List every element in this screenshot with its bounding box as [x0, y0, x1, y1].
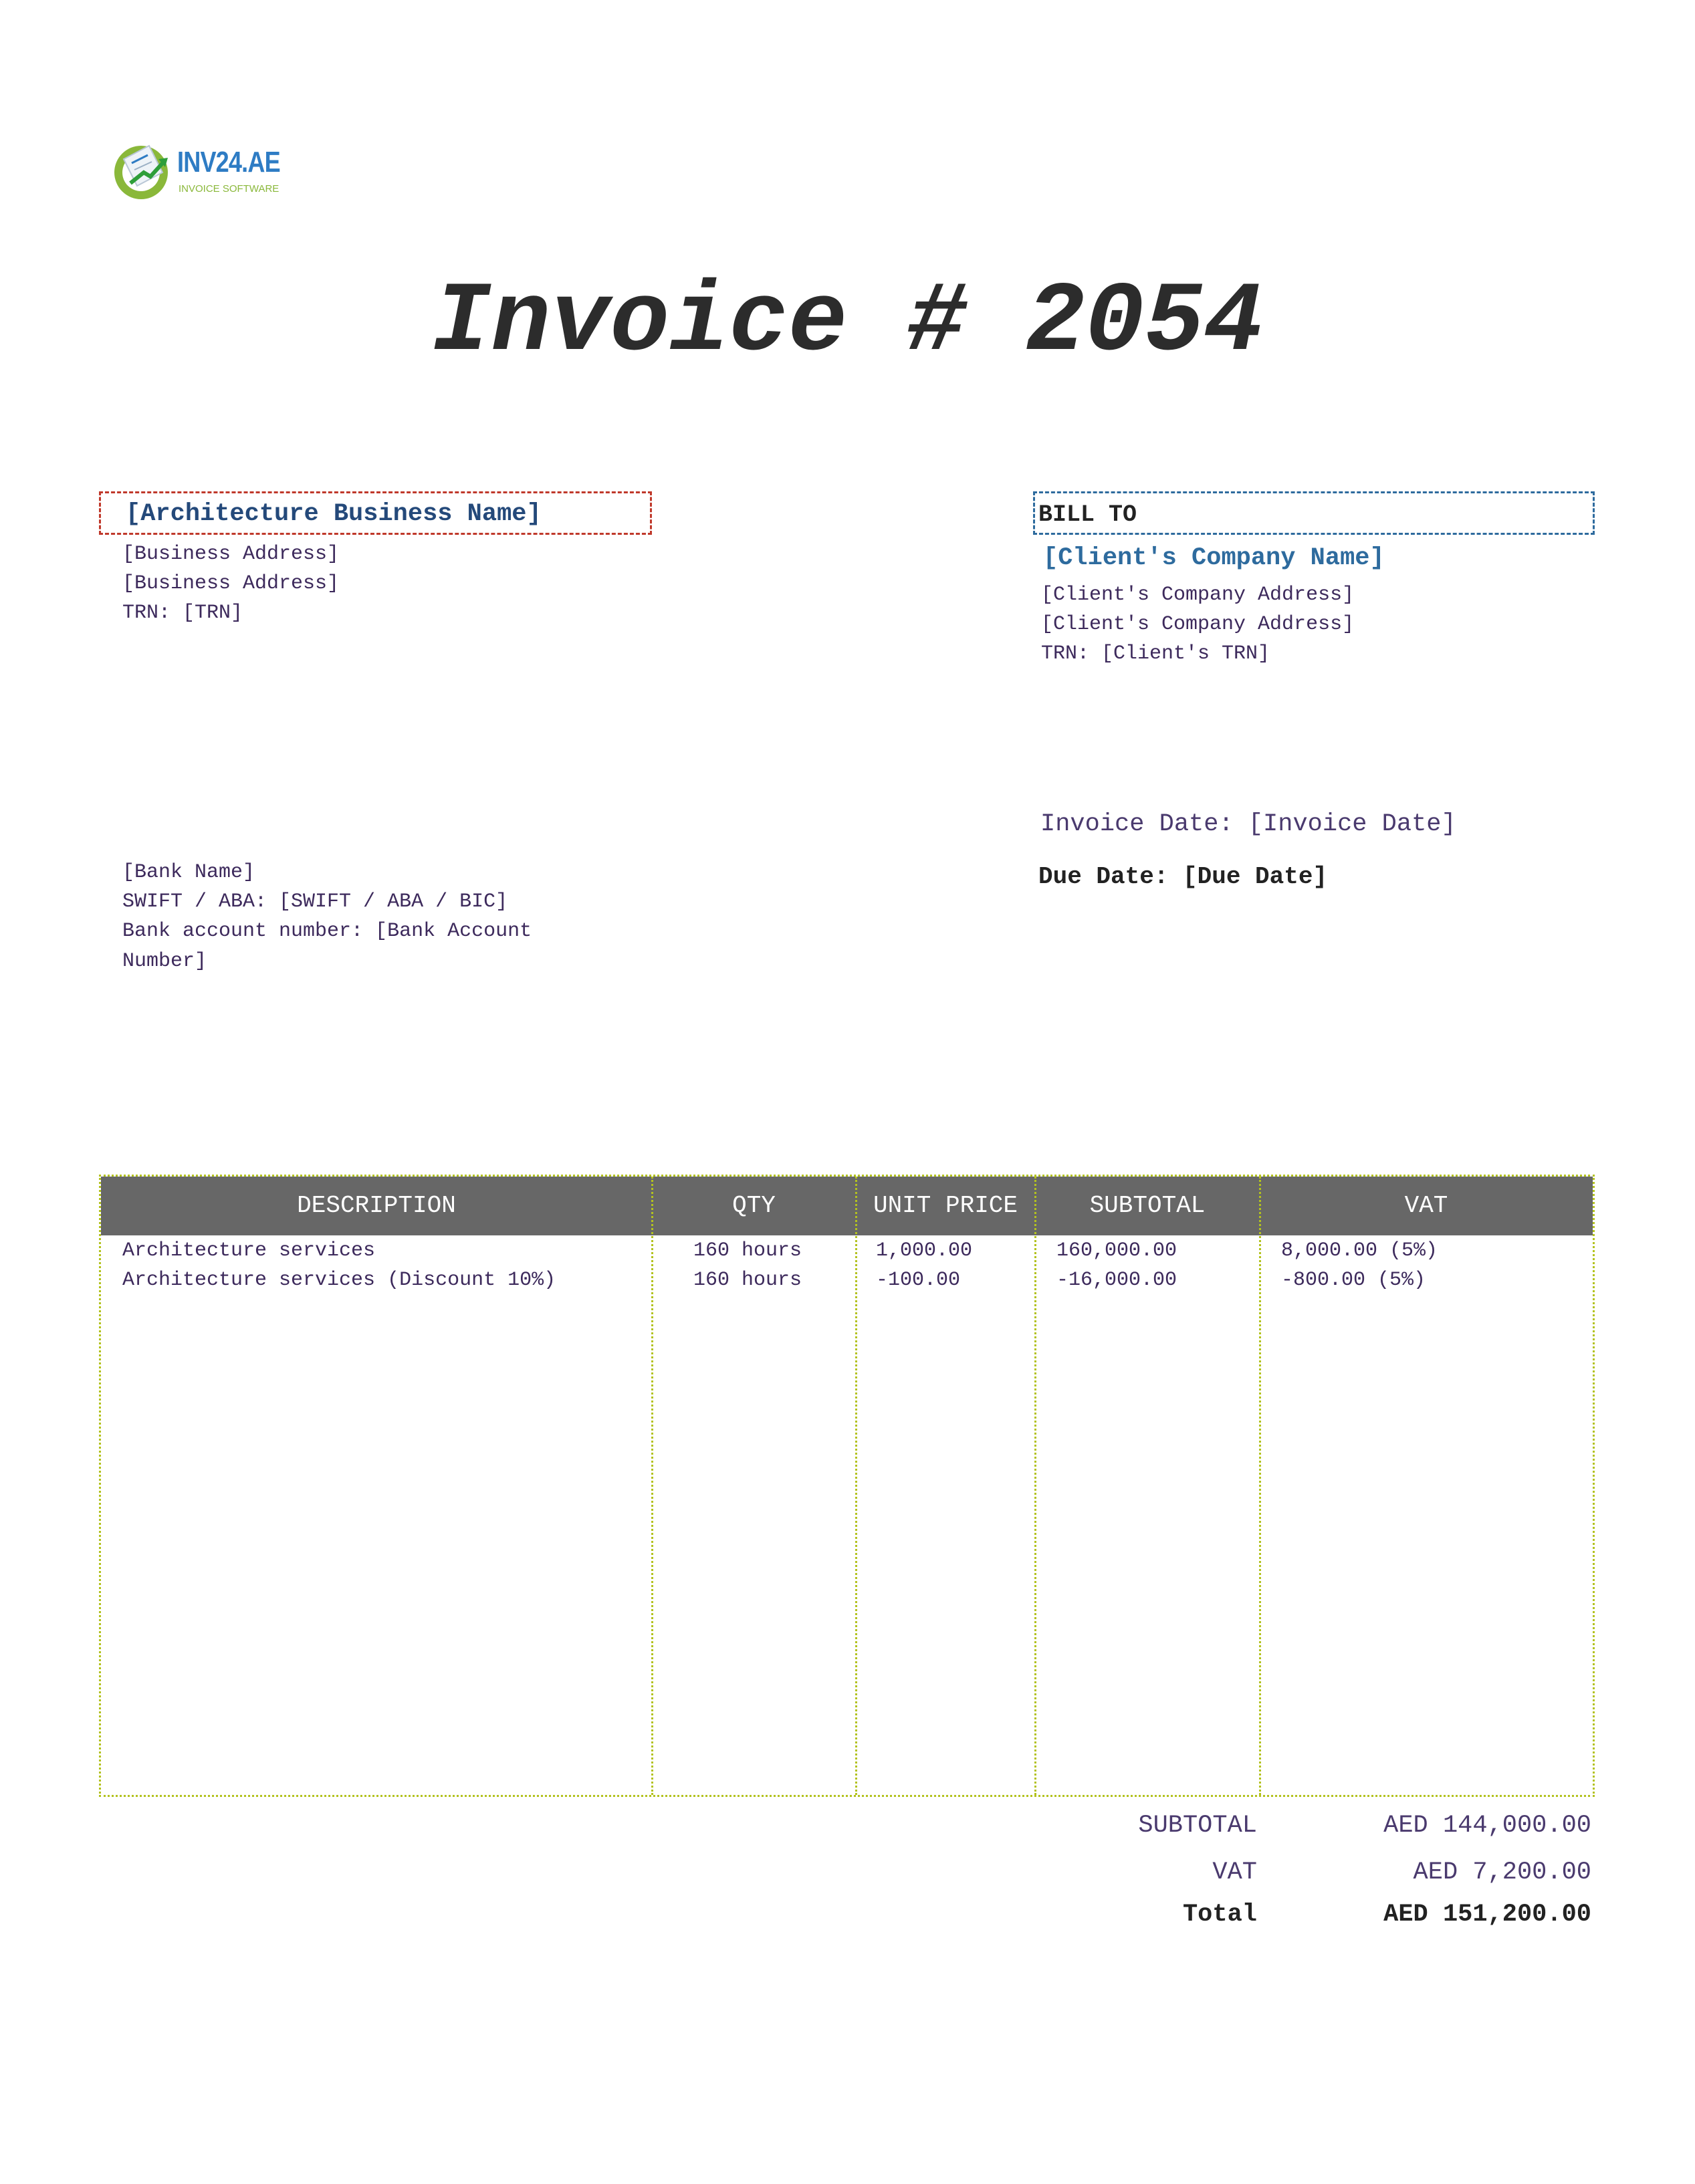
row-2-vat: -800.00 (5%) [1281, 1269, 1426, 1292]
seller-address-1: [Business Address] [122, 543, 340, 566]
row-2-qty: 160 hours [693, 1269, 802, 1292]
logo-icon [110, 139, 172, 201]
client-name: [Client's Company Name] [1043, 544, 1385, 572]
row-1-qty: 160 hours [693, 1239, 802, 1262]
row-1-unit-price: 1,000.00 [876, 1239, 973, 1262]
row-2-subtotal: -16,000.00 [1056, 1269, 1177, 1292]
row-1-description: Architecture services [122, 1239, 376, 1262]
header-subtotal: SUBTOTAL [1089, 1192, 1206, 1219]
row-1-subtotal: 160,000.00 [1056, 1239, 1177, 1262]
header-vat: VAT [1404, 1192, 1448, 1219]
bank-account-line-2: Number] [122, 950, 207, 973]
column-divider [1034, 1177, 1036, 1795]
column-divider [651, 1177, 653, 1795]
bank-swift: SWIFT / ABA: [SWIFT / ABA / BIC] [122, 890, 508, 913]
total-label: Total [1182, 1901, 1257, 1929]
logo-tagline: INVOICE SOFTWARE [179, 183, 279, 195]
bill-to-label: BILL TO [1038, 501, 1137, 528]
client-address-1: [Client's Company Address] [1041, 584, 1355, 606]
bank-account-line-1: Bank account number: [Bank Account [122, 920, 532, 943]
invoice-date: Invoice Date: [Invoice Date] [1040, 810, 1456, 838]
items-table [99, 1175, 1595, 1797]
seller-address-2: [Business Address] [122, 572, 340, 595]
column-divider [855, 1177, 857, 1795]
header-qty: QTY [732, 1192, 776, 1219]
column-divider [1259, 1177, 1261, 1795]
logo-name: INV24.AE [177, 146, 280, 178]
total-value: AED 151,200.00 [1383, 1901, 1591, 1929]
header-unit-price: UNIT PRICE [873, 1192, 1018, 1219]
row-1-vat: 8,000.00 (5%) [1281, 1239, 1438, 1262]
subtotal-label: SUBTOTAL [1138, 1812, 1257, 1840]
company-logo [110, 139, 304, 201]
row-2-unit-price: -100.00 [876, 1269, 961, 1292]
client-address-2: [Client's Company Address] [1041, 613, 1355, 636]
subtotal-value: AED 144,000.00 [1383, 1812, 1591, 1840]
client-trn: TRN: [Client's TRN] [1041, 642, 1270, 665]
seller-trn: TRN: [TRN] [122, 602, 243, 624]
vat-value: AED 7,200.00 [1413, 1858, 1591, 1887]
invoice-title: Invoice # 2054 [431, 267, 1264, 379]
vat-label: VAT [1212, 1858, 1257, 1887]
bank-name: [Bank Name] [122, 861, 255, 884]
row-2-description: Architecture services (Discount 10%) [122, 1269, 556, 1292]
seller-name: [Architecture Business Name] [126, 500, 542, 528]
due-date: Due Date: [Due Date] [1038, 863, 1328, 890]
header-description: DESCRIPTION [297, 1192, 456, 1219]
